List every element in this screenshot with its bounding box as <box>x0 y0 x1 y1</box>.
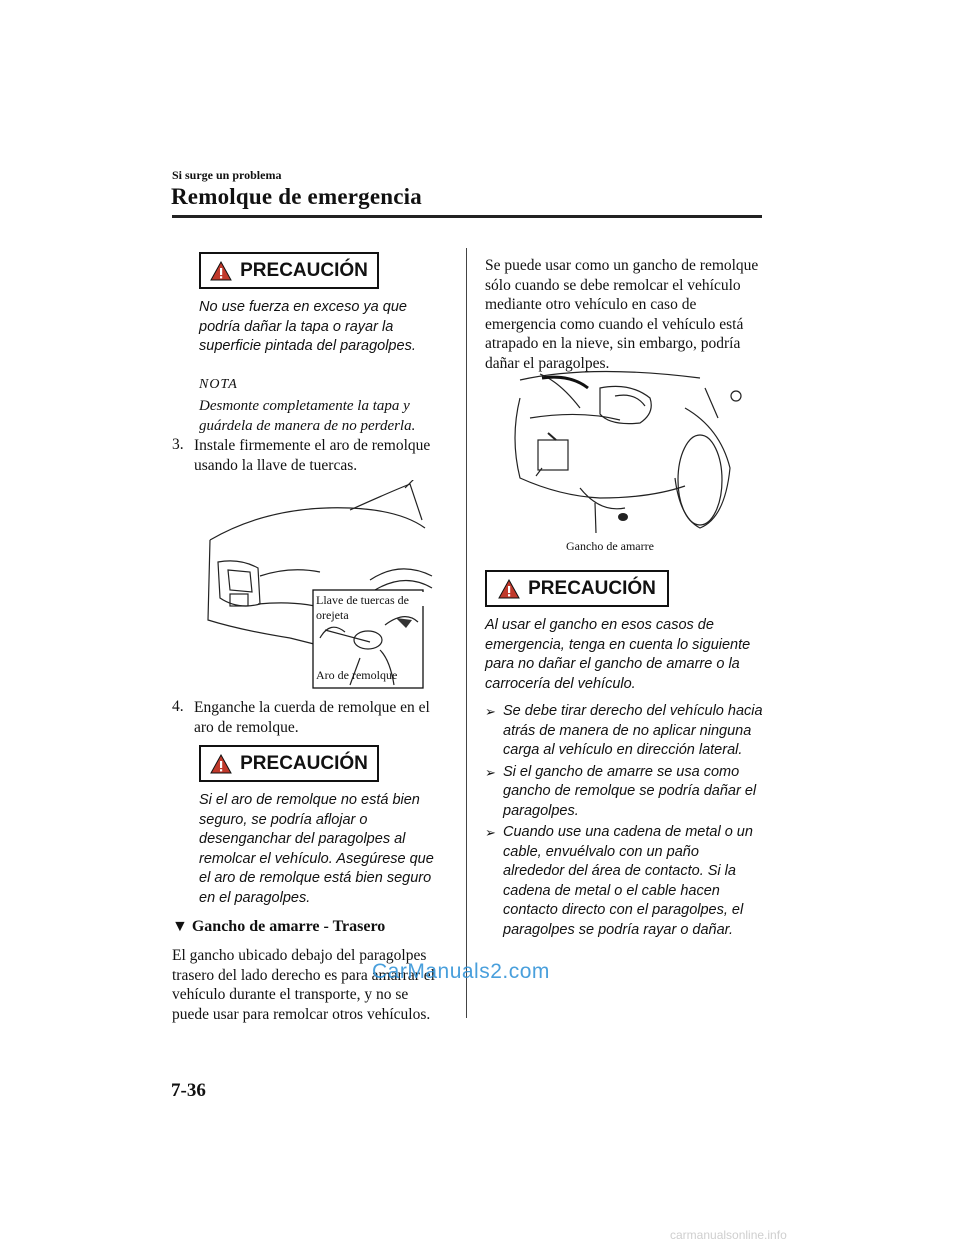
warning-icon <box>498 579 520 599</box>
caution-box-2 <box>199 745 379 782</box>
list-item <box>485 823 763 940</box>
list-item <box>485 702 763 761</box>
warning-icon <box>210 261 232 281</box>
caution-label-2: PRECAUCIÓN <box>240 752 368 774</box>
bullet-text-2: Si el gancho de amarre se usa como gancho de remolque se podría dañar el paragolpes. <box>503 763 757 819</box>
subheading-marker: ▼ <box>172 918 188 935</box>
step-4-number: 4. <box>172 698 184 715</box>
bullet-text-3: Cuando use una cadena de metal o un cable, envuélvalo con un paño alrededor del área de contacto. Si la cadena de metal o el cable hacen contacto directo con el paragolpes, el paragolpes se podría rayar o dañar. <box>503 824 753 938</box>
arrow-bullet-icon: ➢ <box>485 825 496 840</box>
figure-rear-tie-down-hook <box>500 368 750 558</box>
list-item <box>485 763 763 822</box>
page-title: Remolque de emergencia <box>171 184 422 209</box>
nota-label: NOTA <box>199 377 238 392</box>
caution-text-2: Si el aro de remolque no está bien seguro, se podría aflojar o desenganchar del paragolpes al remolcar el vehículo. Asegúrese que el aro de remolque está bien seguro en el paragolpes. <box>199 792 434 906</box>
caution-bullet-list <box>485 702 763 942</box>
caution-label-1: PRECAUCIÓN <box>240 259 368 281</box>
label-tie-down-hook: Gancho de amarre <box>566 539 654 553</box>
bullet-text-1: Se debe tirar derecho del vehículo hacia atrás de manera de no aplicar ninguna carga al vehículo en dirección lateral. <box>503 703 763 758</box>
right-paragraph: Se puede usar como un gancho de remolque sólo cuando se debe remolcar el vehículo mediante otro vehículo en caso de emergencia como cuando el vehículo está atrapado en la nieve, sin embargo, podría dañar el paragolpes. <box>485 257 759 372</box>
arrow-bullet-icon: ➢ <box>485 764 496 780</box>
nota-text: Desmonte completamente la tapa y guárdela de manera de no perderla. <box>199 398 416 434</box>
caution-box-3 <box>485 570 669 607</box>
page-number: 7-36 <box>171 1080 206 1101</box>
caution-box-1 <box>199 252 379 289</box>
subheading-text: Gancho de amarre - Trasero <box>191 918 386 935</box>
label-tow-ring: Aro de remolque <box>316 668 398 682</box>
step-4-text: Enganche la cuerda de remolque en el aro de remolque. <box>194 699 430 736</box>
warning-icon <box>210 754 232 774</box>
step-3-text: Instale firmemente el aro de remolque usando la llave de tuercas. <box>194 437 431 474</box>
section-label: Si surge un problema <box>172 168 282 182</box>
label-lug-wrench: Llave de tuercas de orejeta <box>316 593 409 622</box>
caution-text-1: No use fuerza en exceso ya que podría dañar la tapa o rayar la superficie pintada del paragolpes. <box>199 299 416 354</box>
caution-label-3: PRECAUCIÓN <box>528 577 656 599</box>
step-3-number: 3. <box>172 436 184 453</box>
title-rule <box>172 215 762 218</box>
caution-text-3: Al usar el gancho en esos casos de emergencia, tenga en cuenta lo siguiente para no dañar el gancho de amarre o la carrocería del vehículo. <box>485 617 751 692</box>
footer-site-link[interactable]: carmanualsonline.info <box>670 1228 787 1242</box>
towing-hook-paragraph: El gancho ubicado debajo del paragolpes trasero del lado derecho es para amarrar el vehículo durante el transporte, y no se puede usar para remolcar otros vehículos. <box>172 947 435 1023</box>
watermark-link[interactable]: CarManuals2.com <box>372 960 550 983</box>
arrow-bullet-icon: ➢ <box>485 704 496 719</box>
figure-front-tow-ring <box>200 480 440 690</box>
column-divider <box>466 248 467 1018</box>
front-car-illustration <box>200 480 440 690</box>
rear-car-illustration <box>500 368 750 538</box>
subheading <box>172 918 385 936</box>
